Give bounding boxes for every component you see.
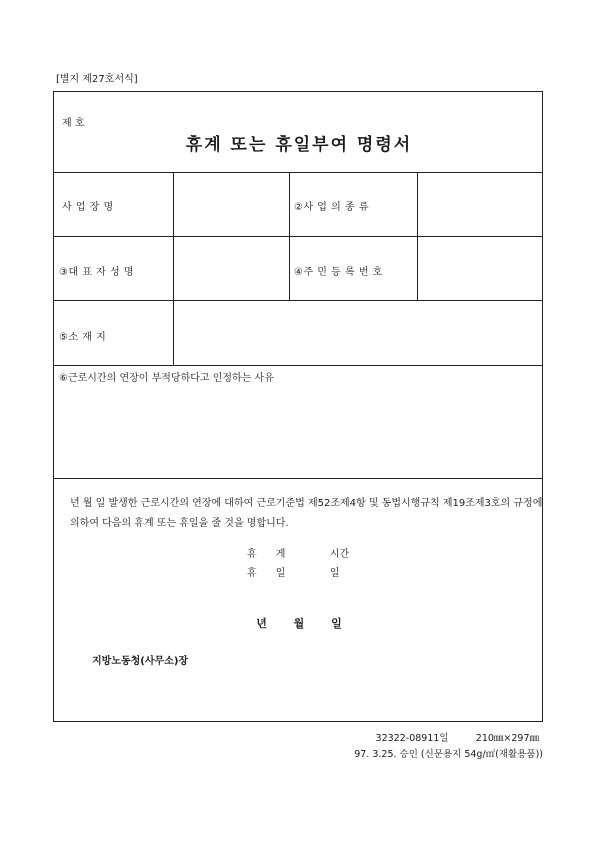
form-reference: [별지 제27호서식] — [56, 74, 138, 85]
label-business-type: ②사 업 의 종 류 — [294, 202, 369, 213]
issuing-authority: 지방노동청(사무소)장 — [92, 656, 189, 667]
rule-reason — [54, 478, 542, 479]
col-divider-3 — [417, 172, 418, 300]
holiday-line: 휴 일 일 — [247, 568, 340, 579]
date-line: 년 월 일 — [256, 617, 342, 630]
document-title: 휴계 또는 휴일부여 명령서 — [185, 135, 413, 155]
label-address: ⑤소 재 지 — [59, 332, 107, 343]
label-resident-no: ④주 민 등 록 번 호 — [294, 267, 383, 278]
rule-header — [54, 172, 542, 173]
rest-line: 휴 게 시간 — [247, 549, 350, 560]
label-representative: ③대 표 자 성 명 — [59, 267, 134, 278]
footer-approval: 97. 3.25. 승인 (신문용지 54g/㎡(재활용품)) — [354, 749, 543, 760]
rule-row3 — [54, 365, 542, 366]
order-paragraph: 년 월 일 발생한 근로시간의 연장에 대하여 근로기준법 제52조제4항 및 동법시행규칙 제19조제3호의 규정에 의하여 다음의 휴계 또는 휴일을 줄 것을 명합니다. — [70, 498, 543, 529]
col-divider-2 — [289, 172, 290, 300]
rule-row2 — [54, 300, 542, 301]
number-label: 제 호 — [62, 118, 85, 129]
col-divider-1 — [173, 172, 174, 365]
rule-row1 — [54, 236, 542, 237]
footer-code: 32322-08911일 210㎜×297㎜ — [375, 733, 539, 744]
label-workplace-name: 사 업 장 명 — [62, 202, 114, 213]
form-frame — [53, 91, 543, 722]
label-reason: ⑥근로시간의 연장이 부적당하다고 인정하는 사유 — [59, 373, 274, 384]
